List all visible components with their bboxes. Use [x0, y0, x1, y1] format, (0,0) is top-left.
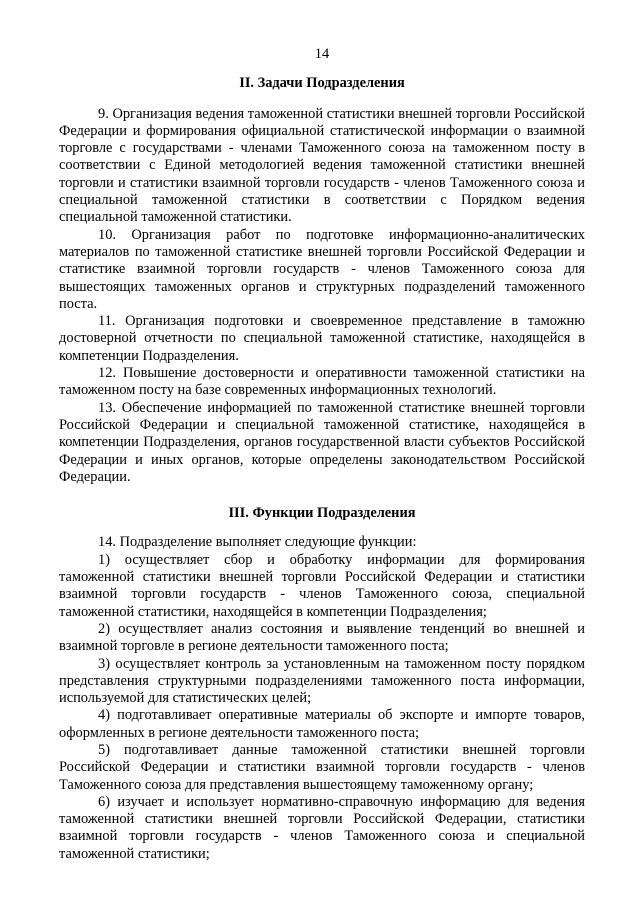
function-item-6: 6) изучает и использует нормативно-справочную информацию для ведения таможенной статистики внешней торговли Российской Федерации, статистики взаимной торговли государств - членов Таможенного союза и специальной таможенной статистики;	[59, 793, 585, 862]
function-item-5: 5) подготавливает данные таможенной статистики внешней торговли Российской Федерации и статистики взаимной торговли государств - членов Таможенного союза для представления вышестоящему таможенному органу;	[59, 741, 585, 793]
section-title-tasks: II. Задачи Подразделения	[239, 75, 405, 92]
paragraph-12: 12. Повышение достоверности и оперативности таможенной статистики на таможенном посту на базе современных информационных технологий.	[59, 365, 585, 399]
paragraph-14: 14. Подразделение выполняет следующие функции:	[98, 534, 417, 551]
paragraph-9: 9. Организация ведения таможенной статистики внешней торговли Российской Федерации и формирования официальной статистической информации о взаимной торговле с государствами - членами Таможенного союза на таможенном посту в соответствии с Единой методологией ведения таможенной статистики внешней торговли и статистики взаимной торговли государств - членов Таможенного союза и специальной таможенной статистики в соответствии с Порядком ведения специальной таможенной статистики.	[59, 105, 585, 226]
page-number: 14	[314, 46, 330, 62]
paragraph-11: 11. Организация подготовки и своевременное представление в таможню достоверной отчетности по специальной таможенной статистике, находящейся в компетенции Подразделения.	[59, 313, 585, 364]
function-item-4: 4) подготавливает оперативные материалы об экспорте и импорте товаров, оформленных в регионе деятельности таможенного поста;	[59, 707, 585, 741]
paragraph-13: 13. Обеспечение информацией по таможенной статистике внешней торговли Российской Федерации и специальной таможенной статистике, находящейся в компетенции Подразделения, органов государственной власти субъектов Российской Федерации и иных органов, которые определены законодательством Российской Федерации.	[59, 399, 585, 485]
function-item-1: 1) осуществляет сбор и обработку информации для формирования таможенной статистики внешней торговли Российской Федерации и статистики взаимной торговли государств - членов Таможенного союза, специальной таможенной статистики, находящейся в компетенции Подразделения;	[59, 551, 585, 620]
section-title-functions: III. Функции Подразделения	[228, 505, 416, 522]
function-item-3: 3) осуществляет контроль за установленным на таможенном посту порядком представления структурными подразделениями таможенного поста информации, используемой для статистических целей;	[59, 655, 585, 707]
function-item-2: 2) осуществляет анализ состояния и выявление тенденций во внешней и взаимной торговле в регионе деятельности таможенного поста;	[59, 620, 585, 655]
paragraph-10: 10. Организация работ по подготовке информационно-аналитических материалов по таможенной статистике внешней торговли Российской Федерации и статистике взаимной торговли государств - членов Таможенного союза для вышестоящих таможенных органов и структурных подразделений таможенного поста.	[59, 226, 585, 312]
